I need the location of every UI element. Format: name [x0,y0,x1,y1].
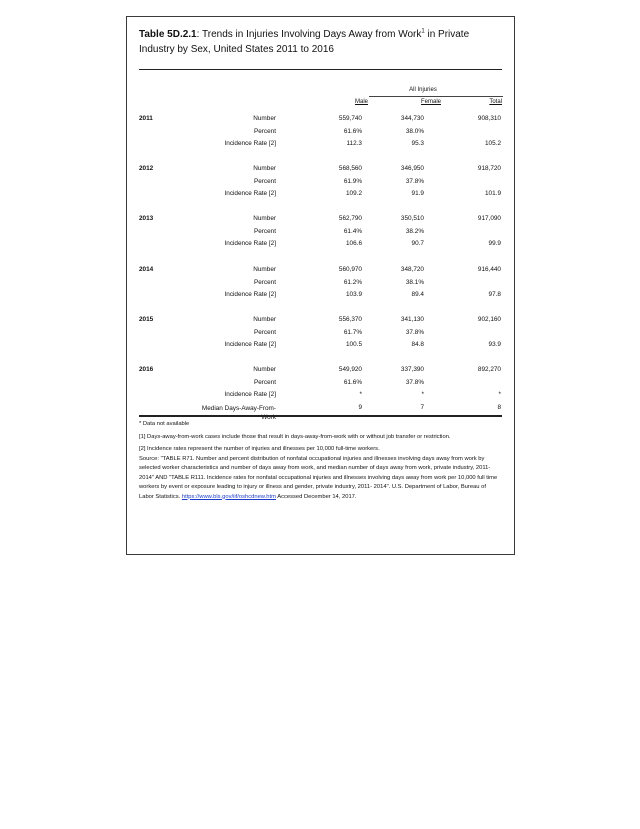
note-1: [1] Days-away-from-work cases include those that result in days-away-from-work with or without job transfer or restriction. [139,433,451,440]
row-label: Percent [253,328,276,336]
male-value: 109.2 [346,190,362,198]
female-value: 91.9 [411,190,424,198]
title-text-a: : Trends in Injuries Involving Days Away from Work [196,29,422,40]
female-value: 84.8 [411,341,424,349]
total-value: 97.8 [488,291,501,299]
year-label: 2016 [139,366,154,373]
column-header-female: Female [420,99,441,105]
row-label: Incidence Rate [2] [224,291,276,299]
male-value: 559,740 [338,115,362,122]
male-value: 100.5 [346,341,362,349]
row-label: Number [253,165,276,172]
female-value: 341,130 [400,316,424,323]
female-value: 38.0% [405,127,424,135]
year-label: 2012 [139,165,154,172]
year-label: 2013 [139,215,154,222]
source-text: Source: "TABLE R71. Number and percent distribution of nonfatal occupational injuries and illnesses involving days away from work by selected worker characteristics and number of days away from work, and median number of days away from work, private industry, 2011- 2014" AND "TABLE R111. Incidence rates for nonfatal occupational injuries and illnesses involving days away from work per 10,000 full time workers by event or exposure leading to injury or illness and gender, private industry, 2011- 2014". U.S. Department of Labor, Bureau of Labor Statistics. [139,455,498,500]
total-value: 908,310 [477,115,501,122]
table-number: Table 5D.2.1 [139,29,197,40]
source-note [139,445,501,502]
row-label: Number [253,366,276,373]
total-value: 99.9 [488,240,501,248]
data-table [139,93,502,423]
table-card [126,16,515,555]
row-label: Number [253,115,276,122]
row-label: Incidence Rate [2] [224,140,276,148]
male-value: 61.6% [343,127,362,135]
male-value: 61.2% [343,278,362,286]
total-value: 101.9 [485,190,501,198]
female-value: 344,730 [400,115,424,122]
row-label: Percent [253,378,276,386]
male-value: 562,790 [338,215,362,222]
row-label: Percent [253,227,276,235]
female-value: 346,950 [400,165,424,172]
female-value: 38.2% [405,227,424,235]
total-value: 918,720 [477,165,501,172]
note-not-available: * Data not available [139,421,190,427]
female-value: 337,390 [400,366,424,373]
male-value: 112.3 [346,140,362,148]
male-value: 61.6% [343,378,362,386]
row-label: Incidence Rate [2] [224,341,276,349]
total-value: 93.9 [488,341,501,349]
male-value: 103.9 [346,291,362,299]
male-value: * [359,391,362,399]
female-value: 37.8% [405,378,424,386]
footnotes [139,420,501,505]
row-label: Incidence Rate [2] [224,391,276,399]
total-value: 917,090 [477,215,501,222]
male-value: 549,920 [338,366,362,373]
year-label: 2014 [139,266,154,273]
title-rule [139,69,502,70]
row-label: Number [253,215,276,222]
row-label: Number [253,266,276,273]
female-value: 7 [420,403,424,411]
row-label: Percent [253,177,276,185]
row-label: Number [253,316,276,323]
female-value: 38.1% [405,278,424,286]
total-value: 902,160 [477,316,501,323]
row-label: Incidence Rate [2] [224,240,276,248]
group-header: All Injuries [409,87,437,93]
female-value: 37.8% [405,177,424,185]
female-value: 350,510 [400,215,424,222]
row-label: Percent [253,127,276,135]
male-value: 556,370 [338,316,362,323]
column-header-male: Male [354,99,368,105]
title-text-b: in Private Industry by Sex, United States 2011 to 2016 [139,29,470,55]
total-value: 916,440 [477,266,501,273]
column-header-total: Total [489,99,502,105]
female-value: * [421,391,424,399]
male-value: 568,560 [338,165,362,172]
year-label: 2011 [139,115,153,122]
total-value: * [498,391,501,399]
accessed-date: Accessed December 14, 2017. [275,493,357,500]
male-value: 9 [358,403,362,411]
year-label: 2015 [139,316,154,323]
title-footnote-mark: 1 [421,28,425,35]
male-value: 61.4% [343,227,362,235]
female-value: 89.4 [411,291,424,299]
source-link[interactable]: https://www.bls.gov/iif/oshcdnew.htm [181,493,276,500]
female-value: 95.3 [411,140,424,148]
row-label: Median Days-Away-From-Work [201,404,276,421]
row-label: Percent [253,278,276,286]
female-value: 348,720 [400,266,424,273]
total-value: 105.2 [485,140,501,148]
table-bottom-rule [139,415,502,417]
female-value: 90.7 [411,240,424,248]
male-value: 106.6 [346,240,362,248]
table-title [139,27,499,57]
total-value: 892,270 [477,366,501,373]
male-value: 560,970 [338,266,362,273]
male-value: 61.9% [343,177,362,185]
total-value: 8 [497,403,501,411]
row-label: Incidence Rate [2] [224,190,276,198]
male-value: 61.7% [343,328,362,336]
note-2: [2] Incidence rates represent the number of injuries and illnesses per 10,000 full-time workers. [139,446,380,452]
female-value: 37.8% [405,328,424,336]
